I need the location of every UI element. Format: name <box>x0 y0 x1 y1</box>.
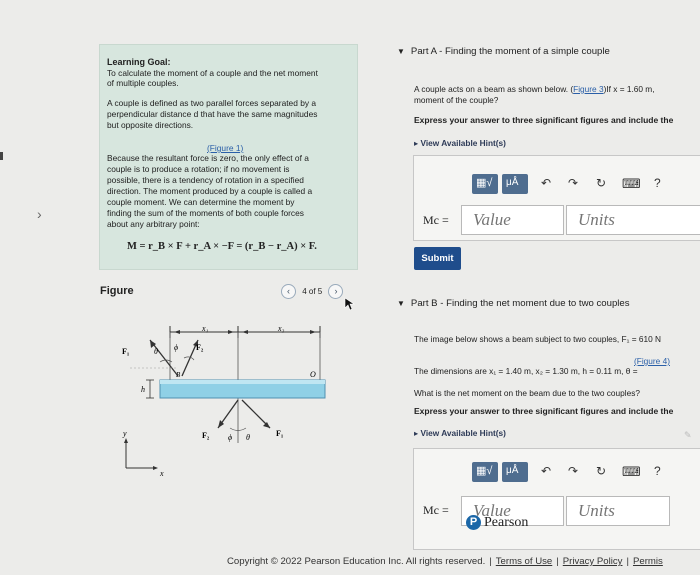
figure-1-link[interactable] <box>207 143 351 154</box>
part-b-title: Part B - Finding the net moment due to two couples <box>410 298 630 309</box>
figure-prev-button[interactable]: ‹ <box>281 284 296 299</box>
part-a-units-input[interactable] <box>566 205 700 235</box>
body-line: finding the sum of the moments of both couple forces <box>107 208 304 218</box>
footer-separator: | <box>556 556 559 567</box>
label-h: h <box>141 385 145 394</box>
couple-moment-formula: M = r_B × F + r_A × −F = (r_B − r_A) × F. <box>127 241 317 252</box>
body-line: couple is to produce a rotation; if no movement is <box>107 164 290 174</box>
part-a-instruction: Express your answer to three significant figures and include the <box>414 115 674 125</box>
part-b-hints-toggle[interactable] <box>414 428 506 438</box>
pearson-logo-icon: P <box>466 515 481 530</box>
label-phi-top: ϕ <box>174 343 179 352</box>
part-a-answer-box <box>413 155 700 241</box>
undo-icon[interactable]: ↶ <box>541 176 552 190</box>
reset-icon[interactable]: ↻ <box>596 176 607 190</box>
pearson-name: Pearson <box>484 515 529 530</box>
learning-goal-heading: Learning Goal: <box>107 57 171 67</box>
label-f2-bot: F₂ <box>202 431 210 440</box>
label-f2-top: F₂ <box>196 343 204 352</box>
keyboard-icon[interactable]: ⌨ <box>622 464 641 479</box>
figure-next-button[interactable]: › <box>328 284 343 299</box>
part-a-value-input[interactable] <box>461 205 564 235</box>
footer-separator: | <box>489 556 492 567</box>
label-x1: x₁ <box>202 324 209 333</box>
part-b-header[interactable] <box>397 298 630 309</box>
keyboard-icon[interactable]: ⌨ <box>622 176 641 191</box>
templates-button[interactable] <box>472 174 498 194</box>
part-b-dimensions: The dimensions are x₁ = 1.40 m, x₂ = 1.30 m, h = 0.11 m, θ = <box>414 366 638 376</box>
part-a-question-pre: A couple acts on a beam as shown below. ( <box>414 84 574 94</box>
part-a-hints-toggle[interactable] <box>414 138 506 148</box>
part-a-title: Part A - Finding the moment of a simple couple <box>410 46 610 57</box>
figure-4-link-text[interactable]: (Figure 4) <box>634 356 670 366</box>
part-b-mc-label: Mc = <box>423 503 449 517</box>
label-f1-bot: F₁ <box>276 429 284 438</box>
figure-3-link[interactable]: Figure 3 <box>573 84 604 94</box>
figure-4-link[interactable] <box>634 356 670 367</box>
mouse-cursor-icon <box>344 297 356 311</box>
collapse-triangle-icon: ▼ <box>397 47 405 56</box>
part-b-answer-box <box>413 448 700 550</box>
expand-triangle-icon: ▸ <box>414 138 419 148</box>
side-marker <box>0 152 3 160</box>
part-a-header[interactable] <box>397 46 610 57</box>
part-b-question-line3: What is the net moment on the beam due to the two couples? <box>414 388 640 398</box>
definition-line: A couple is defined as two parallel forces separated by a <box>107 98 317 108</box>
templates-button[interactable] <box>472 462 498 482</box>
label-theta-bot: θ <box>246 433 250 442</box>
chevron-right-icon[interactable]: › <box>37 206 42 222</box>
part-a-question-line <box>414 84 655 95</box>
body-line: possible, there is a tendency of rotation in a specified <box>107 175 304 185</box>
figure-pager <box>281 284 343 299</box>
label-x: x <box>160 469 164 478</box>
definition-line: but opposite directions. <box>107 120 194 130</box>
templates-icon: ▦√ <box>476 465 493 477</box>
label-phi-bot: ϕ <box>228 433 233 442</box>
body-line: couple moment. We can determine the moment by <box>107 197 295 207</box>
pen-icon: ✎ <box>684 430 692 440</box>
part-a-hints-label[interactable]: View Available Hint(s) <box>420 138 506 148</box>
help-icon[interactable]: ? <box>654 176 661 190</box>
pearson-brand[interactable] <box>466 515 528 531</box>
footer <box>227 556 663 567</box>
beam-diagram <box>110 318 342 478</box>
body-line: about any arbitrary point: <box>107 219 200 229</box>
label-o: O <box>310 370 316 379</box>
help-icon[interactable]: ? <box>654 464 661 478</box>
part-b-question-line1: The image below shows a beam subject to two couples, F₁ = 610 N <box>414 334 661 344</box>
part-a-question-line2: moment of the couple? <box>414 95 499 105</box>
symbols-button[interactable] <box>502 174 528 194</box>
redo-icon[interactable]: ↷ <box>568 176 579 190</box>
figure-counter: 4 of 5 <box>302 287 323 296</box>
terms-link[interactable]: Terms of Use <box>495 556 553 567</box>
definition-line: perpendicular distance d that have the same magnitudes <box>107 109 318 119</box>
body-line: Because the resultant force is zero, the only effect of a <box>107 153 309 163</box>
part-b-hints-label[interactable]: View Available Hint(s) <box>420 428 506 438</box>
part-b-units-input[interactable] <box>566 496 670 526</box>
intro-line: To calculate the moment of a couple and the net moment <box>107 68 318 78</box>
permissions-link[interactable]: Permis <box>632 556 663 567</box>
learning-goal-panel <box>99 44 358 270</box>
collapse-triangle-icon: ▼ <box>397 299 405 308</box>
expand-triangle-icon: ▸ <box>414 428 419 438</box>
mu-icon: μÅ <box>506 177 519 188</box>
symbols-button[interactable] <box>502 462 528 482</box>
mu-icon: μÅ <box>506 465 519 476</box>
label-f1-top: F₁ <box>122 347 130 356</box>
figure-title: Figure <box>100 285 134 297</box>
part-a-question-post: )If x = 1.60 m, <box>603 84 655 94</box>
label-b: B <box>176 371 181 379</box>
label-x2: x₂ <box>278 324 285 333</box>
redo-icon[interactable]: ↷ <box>568 464 579 478</box>
reset-icon[interactable]: ↻ <box>596 464 607 478</box>
intro-line: of multiple couples. <box>107 78 179 88</box>
part-a-mc-label: Mc = <box>423 213 449 227</box>
copyright-text: Copyright © 2022 Pearson Education Inc. All rights reserved. <box>227 556 486 567</box>
label-y: y <box>123 429 127 438</box>
templates-icon: ▦√ <box>476 177 493 189</box>
label-theta-top: θ <box>154 347 158 356</box>
privacy-link[interactable]: Privacy Policy <box>562 556 623 567</box>
part-a-submit-button[interactable]: Submit <box>414 247 461 270</box>
figure-1-link-text[interactable]: (Figure 1) <box>207 143 244 153</box>
part-b-instruction: Express your answer to three significant figures and include the <box>414 406 674 416</box>
body-line: direction. The moment produced by a couple is called a <box>107 186 313 196</box>
footer-separator: | <box>626 556 629 567</box>
undo-icon[interactable]: ↶ <box>541 464 552 478</box>
